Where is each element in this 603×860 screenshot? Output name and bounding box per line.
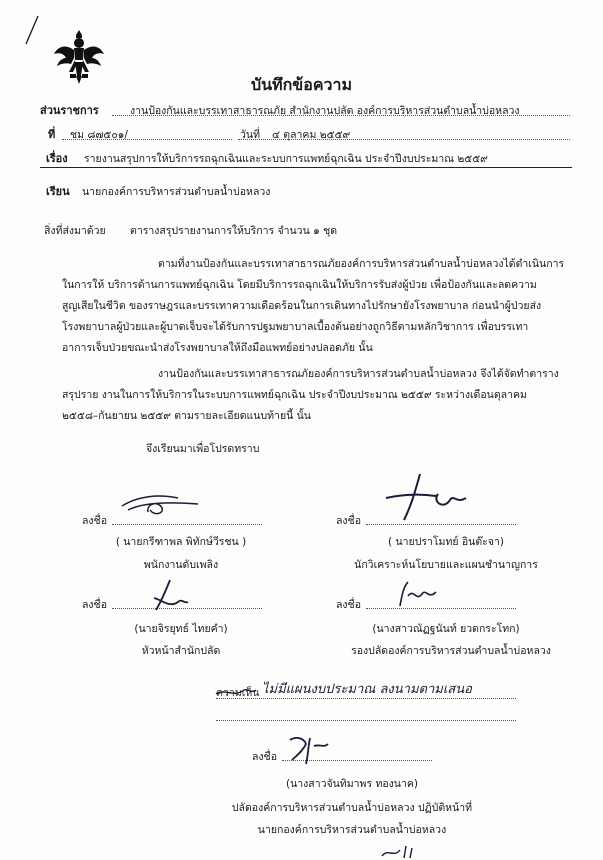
date-label: วันที่ [240, 129, 260, 141]
signer-4-name: (นางสาวณัฏฐนันท์ ยวดกระโทก) [372, 623, 520, 635]
signature-2-icon [382, 468, 472, 526]
signature-5-icon [284, 730, 334, 766]
date-value: ๔ ตุลาคม ๒๕๕๙ [272, 129, 351, 141]
signer-5-position-2: นายกองค์การบริหารส่วนตำบลน้ำบ่อหลวง [257, 824, 447, 836]
enclosure-value: ตารางสรุปรายงานการให้บริการ จำนวน ๑ ชุด [130, 225, 338, 237]
subject-label: เรื่อง [46, 152, 68, 165]
ref-dotline [62, 139, 232, 140]
body-p2-line-1: งานป้องกันและบรรเทาสาธารณภัยองค์การบริหารส่วนตำบลน้ำบ่อหลวง จึงได้จัดทำตาราง [158, 368, 559, 380]
signer-4-position: รองปลัดองค์การบริหารส่วนตำบลน้ำบ่อหลวง [351, 645, 551, 657]
to-value: นายกองค์การบริหารส่วนตำบลน้ำบ่อหลวง [82, 186, 271, 198]
body-p1-line-4: โรงพยาบาลผู้ป่วยและผู้บาดเจ็บจะได้รับการปฐมพยาบาลเบื้องต้นอย่างถูกวิธีตามหลักวิชาการ เพื่อบรรเทา [62, 321, 529, 333]
signature-3-icon [140, 578, 190, 614]
body-p2-line-3: ๒๕๕๘–กันยายน ๒๕๕๙ ตามรายละเอียดแนบท้ายนี้ นั้น [62, 410, 311, 422]
signer-5-position-1: ปลัดองค์การบริหารส่วนตำบลน้ำบ่อหลวง ปฏิบัติหน้าที่ [231, 802, 473, 814]
signer-3-name: (นายจิรยุทธ์ ไทยคำ) [134, 623, 228, 635]
closing-text: จึงเรียนมาเพื่อโปรดทราบ [146, 443, 260, 455]
opinion-dotline-2 [216, 720, 516, 721]
enclosure-label: สิ่งที่ส่งมาด้วย [44, 225, 106, 237]
body-p1-line-3: สูญเสียในชีวิต ของราษฎรและบรรเทาความเดือดร้อนในการเดินทางไปรักษายังโรงพยาบาล ก่อนนำผู้ป่วยส่ง [62, 300, 542, 312]
to-label: เรียน [46, 185, 70, 198]
body-p2-line-2: สรุปราย งานในการให้บริการในระบบการแพทย์ฉุกเฉิน ประจำปีงบประมาณ ๒๕๕๙ ระหว่างเดือนตุลาคม [62, 389, 527, 401]
sign-label-2: ลงชื่อ [336, 515, 361, 527]
bottom-scribble-icon [380, 844, 420, 860]
opinion-dotline-1 [216, 698, 516, 699]
subject-value: รายงานสรุปการให้บริการรถฉุกเฉินและระบบการแพทย์ฉุกเฉิน ประจำปีงบประมาณ ๒๕๕๙ [84, 153, 488, 165]
date-dotline [238, 139, 570, 140]
signer-2-position: นักวิเคราะห์นโยบายและแผนชำนาญการ [354, 559, 538, 571]
subject-underline [40, 167, 572, 168]
signer-5-name: (นางสาวจันทิมาพร ทองนาค) [285, 778, 418, 790]
signature-1-icon [118, 488, 208, 524]
sign-label-3: ลงชื่อ [82, 599, 107, 611]
agency-value: งานป้องกันและบรรเทาสาธารณภัย สำนักงานปลัด องค์การบริหารส่วนตำบลน้ำบ่อหลวง [130, 105, 520, 117]
memo-title: บันทึกข้อความ [250, 75, 353, 94]
signer-1-position: พนักงานดับเพลิง [143, 559, 219, 571]
signature-4-icon [396, 578, 446, 610]
ref-label: ที่ [48, 128, 56, 141]
sign-label-4: ลงชื่อ [336, 599, 361, 611]
agency-dotline [112, 115, 570, 116]
body-p1-line-2: ในการให้ บริการด้านการแพทย์ฉุกเฉิน โดยมีบริการรถฉุกเฉินให้บริการรับส่งผู้ป่วย เพื่อป้องกันและลดความ [62, 279, 537, 291]
body-p1-line-5: อาการเจ็บป่วยขณะนำส่งโรงพยาบาลให้ถึงมือแพทย์อย่างปลอดภัย นั้น [62, 342, 373, 354]
signer-3-position: หัวหน้าสำนักปลัด [141, 645, 221, 657]
opinion-handwritten-text: ไม่มีแผนงบประมาณ ลงนามตามเสนอ [262, 682, 472, 697]
signer-2-name: ( นายปราโมทย์ อินต๊ะจา) [388, 536, 504, 548]
sign-label-5: ลงชื่อ [252, 751, 277, 763]
sign-dotline-1 [112, 524, 262, 525]
corner-pen-mark [22, 14, 42, 48]
opinion-label: ความเห็น [216, 687, 260, 699]
ref-value: ชม ๘๗๕๐๑/ [70, 129, 128, 141]
sign-label-1: ลงชื่อ [82, 515, 107, 527]
agency-label: ส่วนราชการ [40, 104, 99, 117]
body-p1-line-1: ตามที่งานป้องกันและบรรเทาสาธารณภัยองค์การบริหารส่วนตำบลน้ำบ่อหลวงได้ดำเนินการ [158, 258, 565, 270]
signer-1-name: ( นายกรีฑาพล พิทักษ์วีรชน ) [115, 536, 247, 548]
